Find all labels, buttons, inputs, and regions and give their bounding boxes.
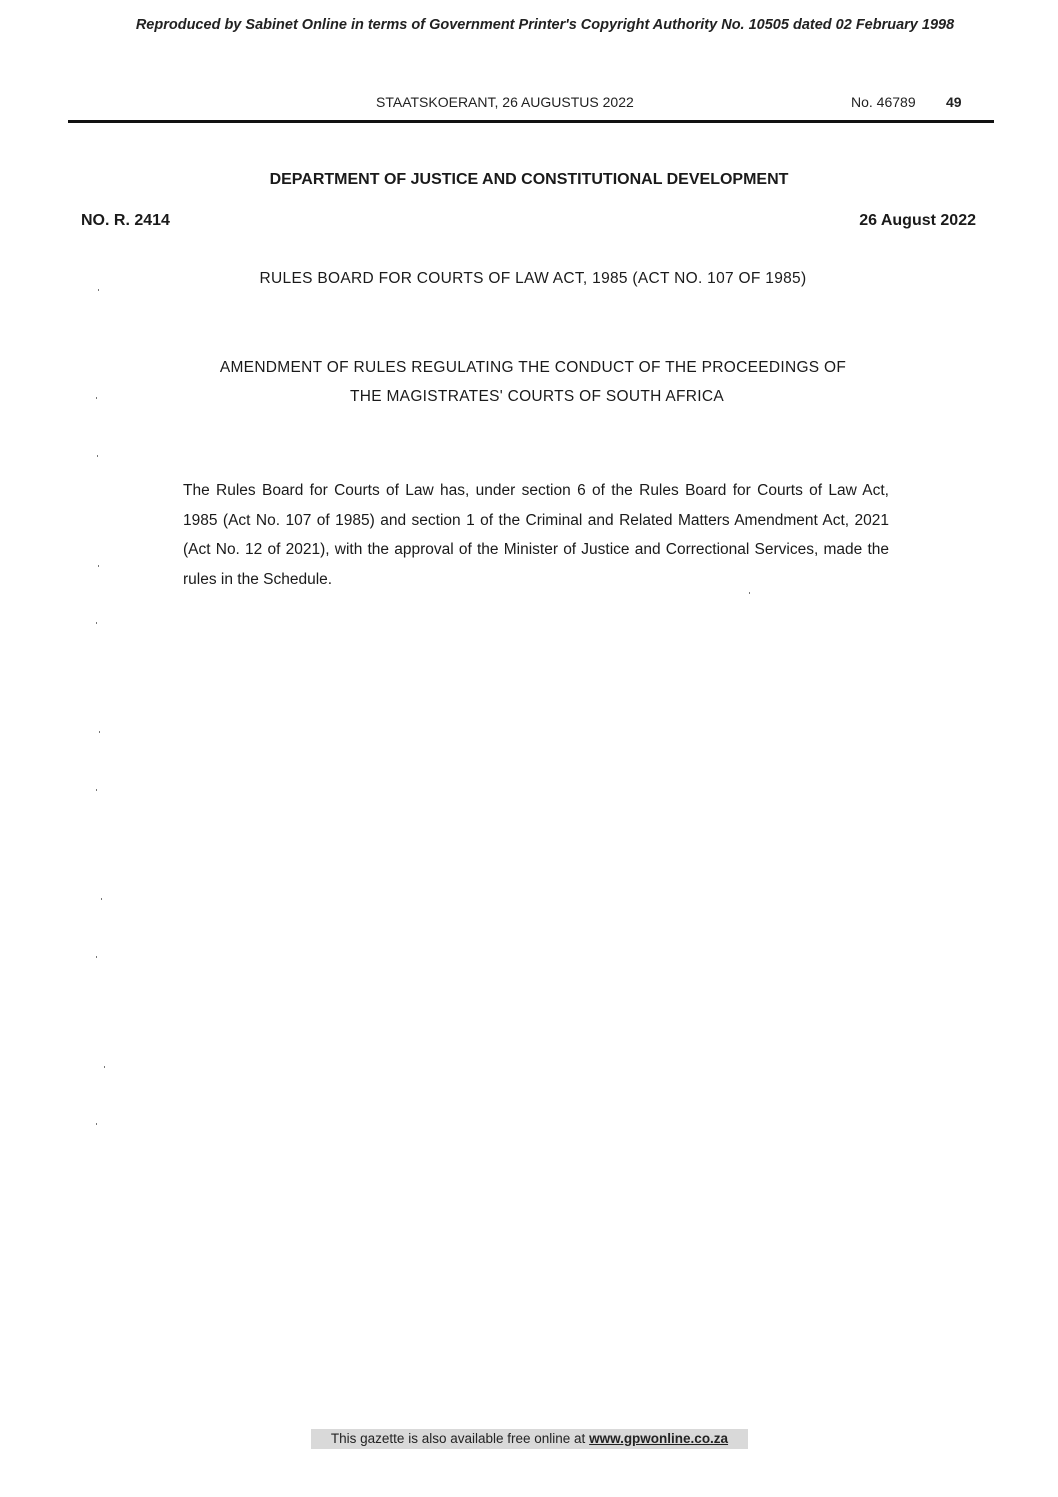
- amendment-title-line-1: AMENDMENT OF RULES REGULATING THE CONDUCT OF THE PROCEEDINGS OF: [219, 359, 847, 376]
- margin-mark: [96, 397, 97, 399]
- notice-number: NO. R. 2414: [81, 212, 170, 229]
- page-number: 49: [946, 94, 962, 110]
- margin-mark: [98, 289, 99, 291]
- margin-mark: [99, 731, 100, 733]
- margin-mark: [98, 565, 99, 567]
- margin-mark: [97, 455, 98, 457]
- margin-mark: [101, 898, 102, 900]
- footer-text: This gazette is also available free online at: [330, 1431, 590, 1446]
- notice-date: 26 August 2022: [859, 212, 976, 229]
- margin-mark: [96, 1123, 97, 1125]
- margin-mark: [96, 956, 97, 958]
- reproduction-notice: Reproduced by Sabinet Online in terms of Government Printer's Copyright Authority No. 10505 dated 02 February 1998: [135, 17, 955, 33]
- act-title: RULES BOARD FOR COURTS OF LAW ACT, 1985 (ACT NO. 107 OF 1985): [259, 270, 807, 287]
- margin-mark: [104, 1066, 105, 1068]
- footer-link[interactable]: www.gpwonline.co.za: [589, 1431, 729, 1446]
- body-paragraph: The Rules Board for Courts of Law has, under section 6 of the Rules Board for Courts of Law Act, 1985 (Act No. 107 of 1985) and section 1 of the Criminal and Related Matters Amendment Act, 2021 (Act No. 12 of 2021), with the approval of the Minister of Justice and Correctional Services, made the rules in the Schedule.: [183, 482, 889, 588]
- amendment-title-line-2: THE MAGISTRATES' COURTS OF SOUTH AFRICA: [349, 388, 725, 405]
- margin-mark: [96, 622, 97, 624]
- department-heading: DEPARTMENT OF JUSTICE AND CONSTITUTIONAL DEVELOPMENT: [269, 171, 789, 188]
- margin-mark: [96, 789, 97, 791]
- header-divider: [68, 120, 994, 123]
- gazette-number: No. 46789: [851, 94, 916, 110]
- footer-notice: [311, 1429, 748, 1449]
- margin-mark: [749, 592, 750, 594]
- gazette-header-title: STAATSKOERANT, 26 AUGUSTUS 2022: [376, 94, 634, 110]
